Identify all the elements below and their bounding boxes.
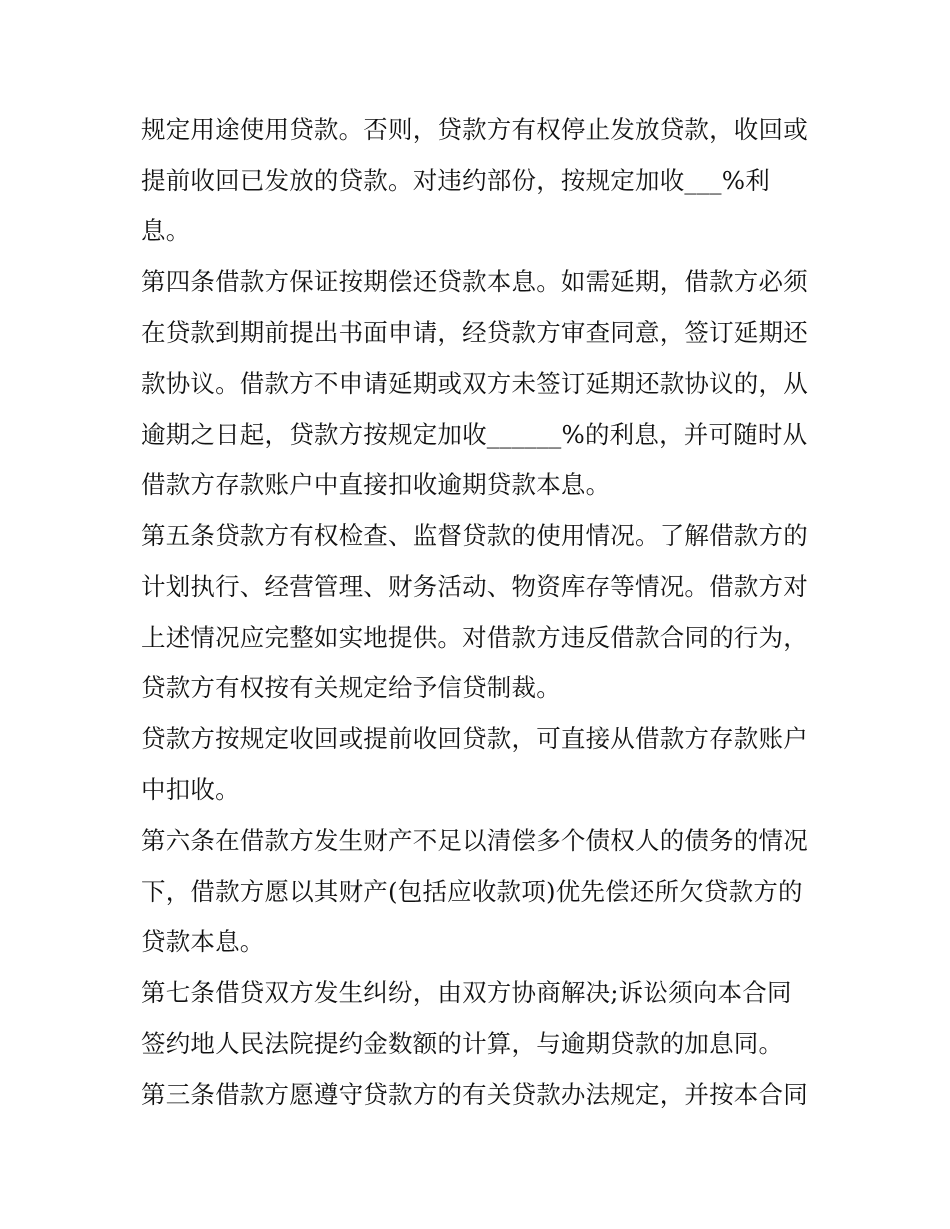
text-line: 计划执行、经营管理、财务活动、物资库存等情况。借款方对	[141, 572, 808, 601]
text-line: 第六条在借款方发生财产不足以清偿多个债权人的债务的情况	[141, 826, 808, 855]
text-line: 借款方存款账户中直接扣收逾期贷款本息。	[141, 470, 611, 499]
text-line: 规定用途使用贷款。否则，贷款方有权停止发放贷款，收回或	[141, 115, 808, 144]
text-line: 下，借款方愿以其财产(包括应收款项)优先偿还所欠贷款方的	[141, 877, 803, 906]
text-line: 贷款本息。	[141, 927, 265, 956]
text-line: 第七条借贷双方发生纠纷，由双方协商解决;诉讼须向本合同	[141, 978, 792, 1007]
text-line: 在贷款到期前提出书面申请，经贷款方审查同意，签订延期还	[141, 318, 808, 347]
text-line: 第五条贷款方有权检查、监督贷款的使用情况。了解借款方的	[141, 521, 808, 550]
text-line: 款协议。借款方不申请延期或双方未签订延期还款协议的，从	[141, 369, 808, 398]
text-line: 中扣收。	[141, 775, 240, 804]
text-line: 第三条借款方愿遵守贷款方的有关贷款办法规定，并按本合同	[141, 1080, 808, 1109]
text-line: 上述情况应完整如实地提供。对借款方违反借款合同的行为，	[141, 623, 808, 652]
text-line: 贷款方有权按有关规定给予信贷制裁。	[141, 673, 561, 702]
text-line: 息。	[141, 216, 191, 245]
text-line: 第四条借款方保证按期偿还贷款本息。如需延期，借款方必须	[141, 267, 808, 296]
text-line: 贷款方按规定收回或提前收回贷款，可直接从借款方存款账户	[141, 724, 808, 753]
text-line: 逾期之日起，贷款方按规定加收______%的利息，并可随时从	[141, 420, 808, 449]
text-line: 签约地人民法院提约金数额的计算，与逾期贷款的加息同。	[141, 1029, 784, 1058]
text-line: 提前收回已发放的贷款。对违约部份，按规定加收___%利	[141, 166, 770, 195]
